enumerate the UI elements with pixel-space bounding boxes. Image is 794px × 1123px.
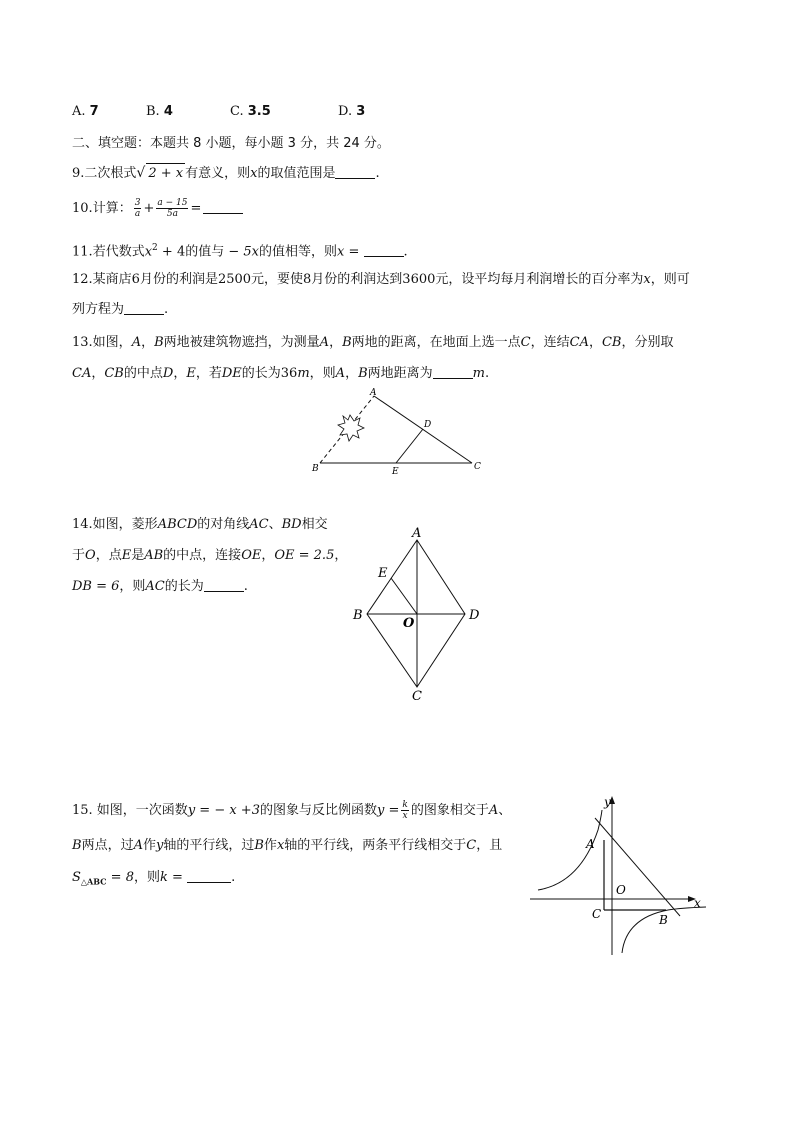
question-15-line1: 15. 如图，一次函数y = − x +3的图象与反比例函数y = $\frac{k}{x}$ 的图象相交于A、 xyxy=(72,800,512,821)
answer-blank xyxy=(433,366,473,379)
option-d: D. 3 xyxy=(338,104,366,119)
question-13-line2: CA，CB的中点D，E，若DE的长为36m，则A，B两地距离为 m. xyxy=(72,366,490,381)
label-b: B xyxy=(659,913,668,927)
section-title: 二、填空题：本题共 8 小题，每小题 3 分，共 24 分。 xyxy=(72,136,390,151)
question-9: 9.二次根式√ 2 + x 有意义，则x的取值范围是 . xyxy=(72,163,380,184)
label-o: O xyxy=(616,883,626,897)
question-14-line3: DB = 6，则AC的长为 . xyxy=(72,579,248,594)
label-a: A xyxy=(370,388,377,398)
question-15-line2: B两点，过A作y轴的平行线，过B作x轴的平行线，两条平行线相交于C，且 xyxy=(72,838,503,853)
answer-blank xyxy=(203,201,243,214)
question-12-line2: 列方程为 . xyxy=(72,302,169,317)
question-10: 10.计算： $\frac{3}{a}$ + $\frac{a - 15}{5a}$ = xyxy=(72,198,243,219)
label-a: A xyxy=(412,526,422,541)
question-15-line3: $S_{\triangle ABC} = 8$，则k = . xyxy=(72,870,236,887)
label-c: C xyxy=(412,689,422,704)
answer-blank xyxy=(124,302,164,315)
label-d: D xyxy=(469,608,480,623)
label-c: C xyxy=(474,462,481,472)
question-14-line1: 14.如图，菱形ABCD的对角线AC、BD相交 xyxy=(72,517,328,532)
answer-blank xyxy=(364,244,404,257)
question-11: 11.若代数式$x^2 + 4$的值与 − 5x的值相等，则x = . xyxy=(72,243,408,260)
label-y: y xyxy=(604,795,611,809)
figure-14-rhombus xyxy=(345,525,495,705)
label-o: O xyxy=(403,616,415,631)
option-c: C. 3.5 xyxy=(230,104,271,119)
option-b: B. 4 xyxy=(146,104,173,119)
figure-15-graph xyxy=(530,790,710,960)
question-12-line1: 12.某商店6月份的利润是2500元，要使8月份的利润达到3600元，设平均每月利润增长的百分率为x，则可 xyxy=(72,272,690,287)
answer-blank xyxy=(335,166,375,179)
answer-blank xyxy=(187,870,231,883)
option-a: A. 7 xyxy=(72,104,99,119)
label-b: B xyxy=(312,464,319,474)
question-13-line1: 13.如图，A，B两地被建筑物遮挡，为测量A，B两地的距离，在地面上选一点C，连结CA，CB，分别取 xyxy=(72,335,674,350)
figure-13-triangle xyxy=(300,385,500,480)
label-b: B xyxy=(353,608,363,623)
label-c: C xyxy=(592,907,602,921)
label-e: E xyxy=(378,566,388,581)
answer-blank xyxy=(204,579,244,592)
label-x: x xyxy=(694,896,701,910)
label-d: D xyxy=(424,420,432,430)
label-e: E xyxy=(392,467,399,477)
label-a: A xyxy=(586,837,595,851)
question-14-line2: 于O，点E是AB的中点，连接OE，OE = 2.5， xyxy=(72,548,348,563)
building-obstacle-icon xyxy=(338,415,364,441)
